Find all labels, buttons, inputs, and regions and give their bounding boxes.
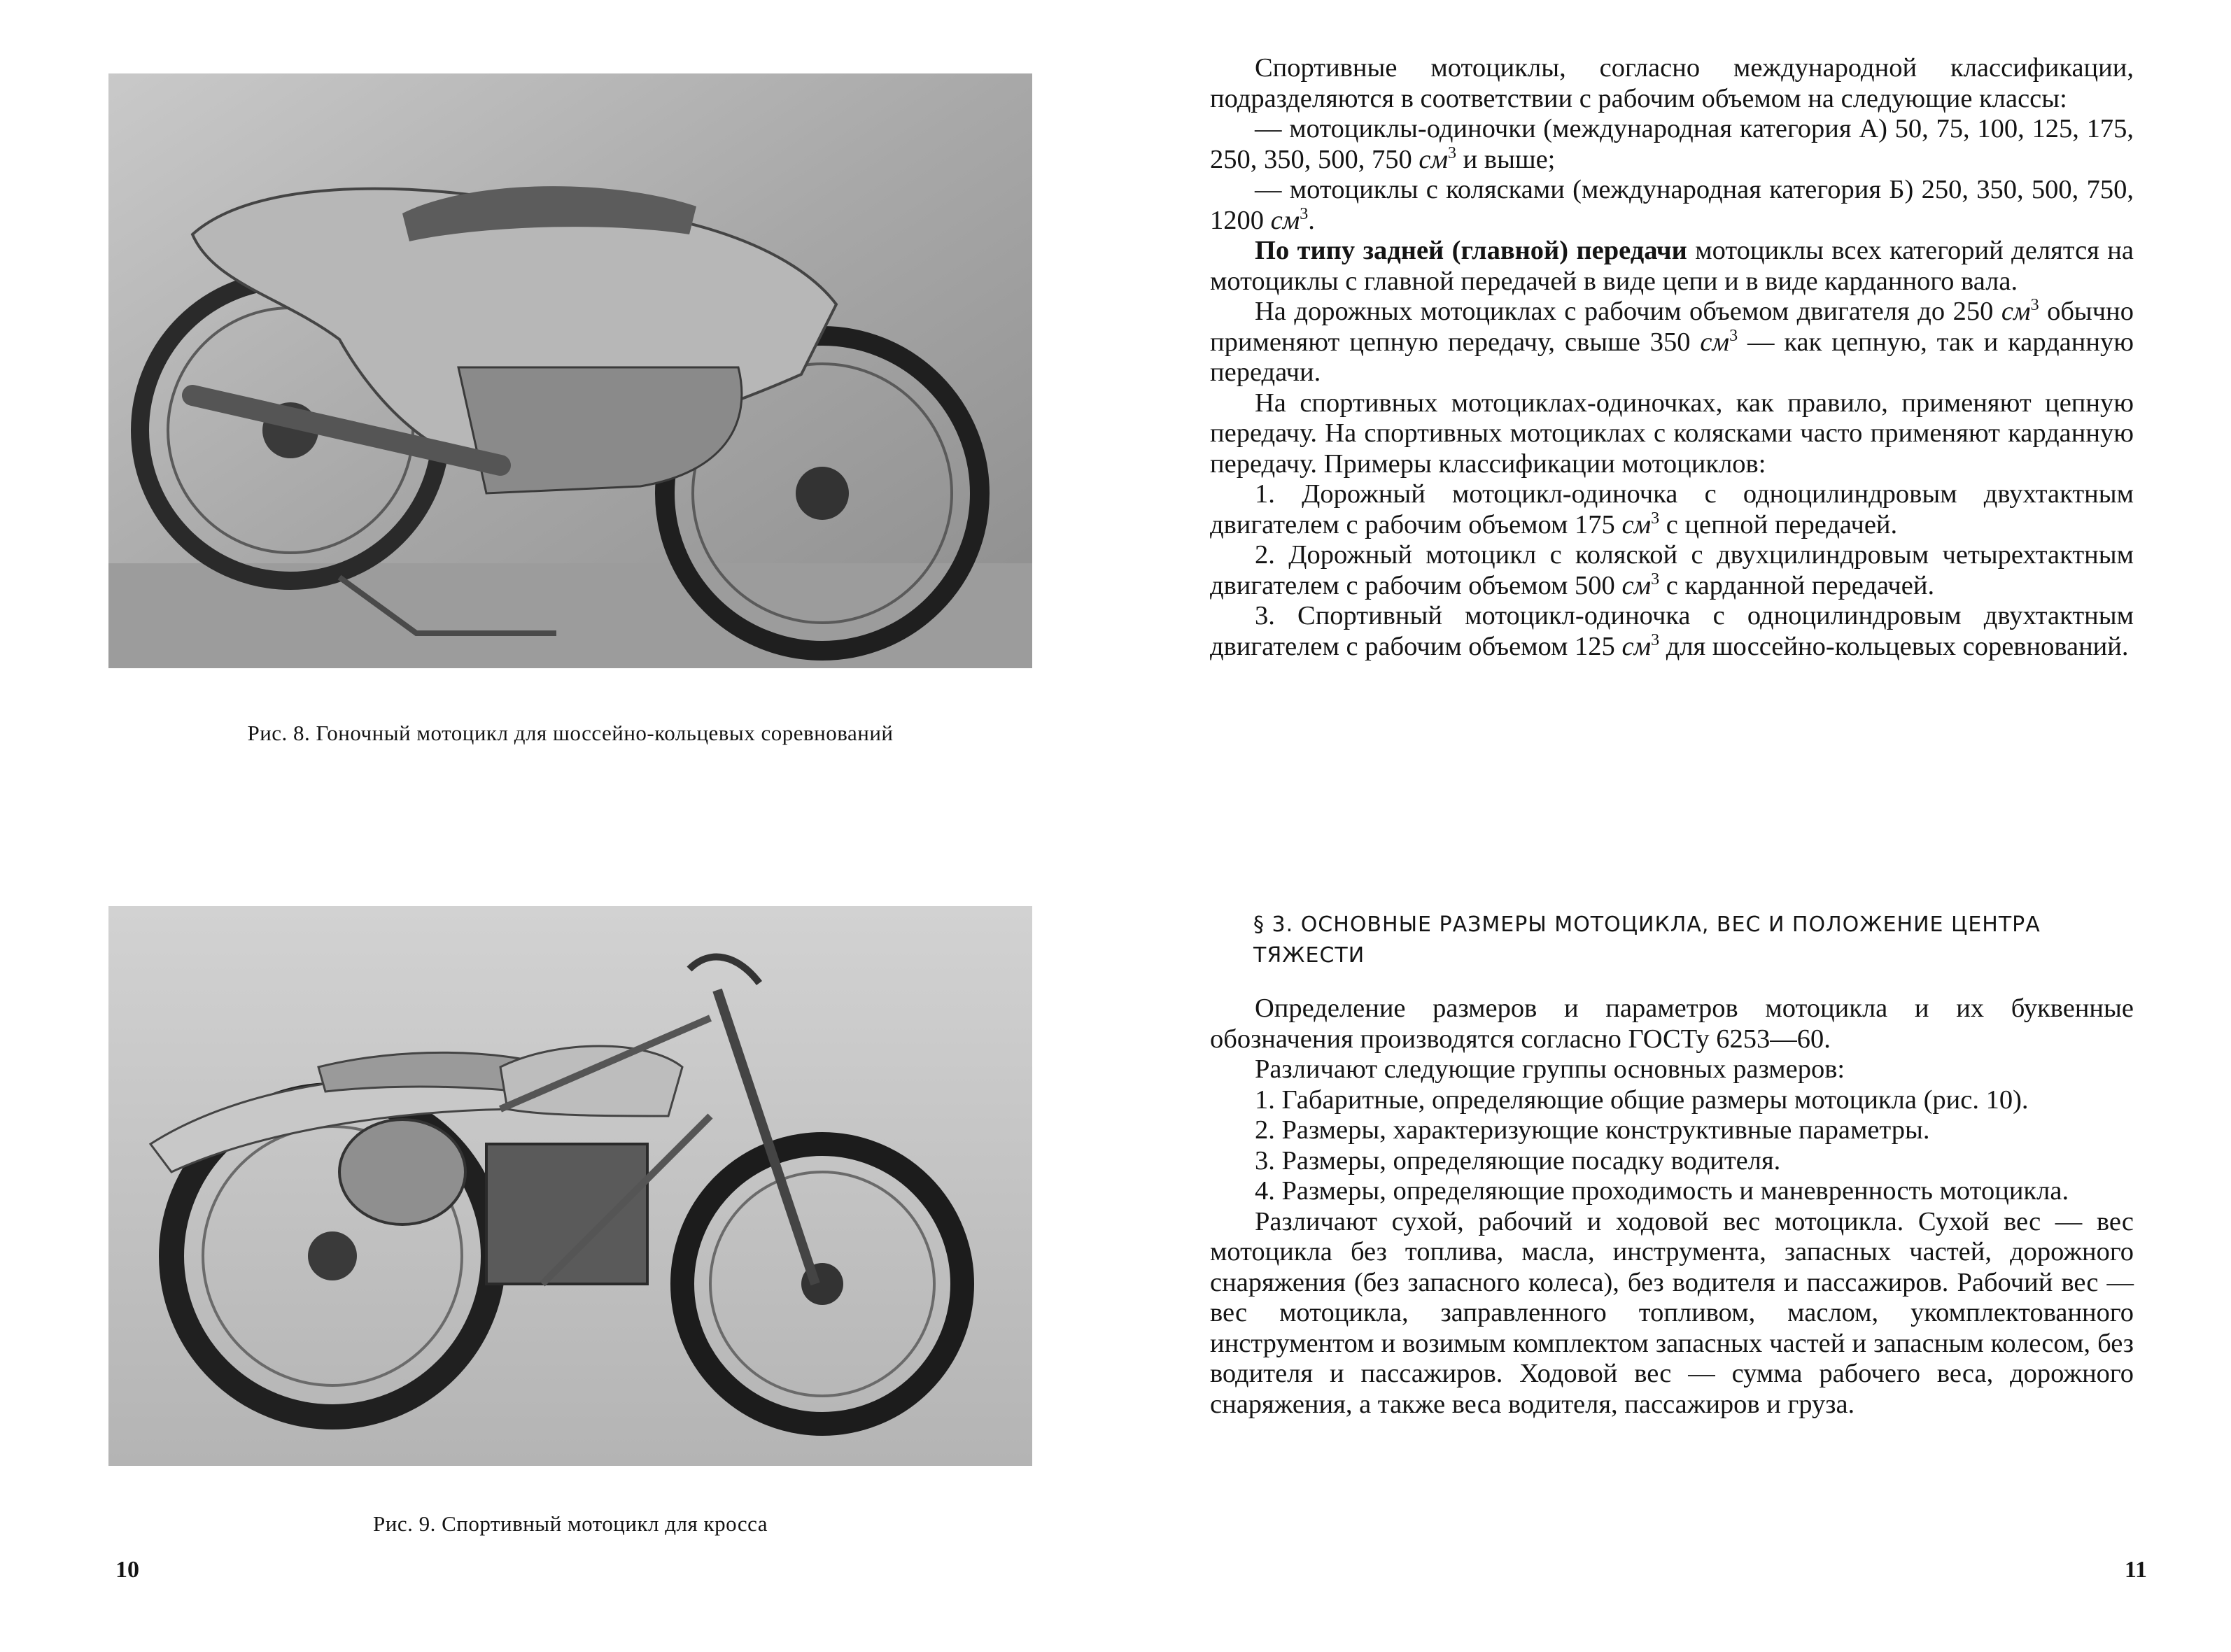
- paragraph-solo-classes: — мотоциклы-одиночки (международная категория А) 50, 75, 100, 125, 175, 250, 350, 500, 750 $см^3$ и выше;: [1210, 114, 2134, 174]
- classification-text: [1210, 53, 2134, 662]
- example-2: 2. Дорожный мотоцикл с коляской с двухцилиндровым четырехтактным двигателем с рабочим объемом 500 $см^3$ с карданной передачей.: [1210, 540, 2134, 600]
- paragraph-road-motorcycles: На дорожных мотоциклах с рабочим объемом двигателя до 250 $см^3$ обычно применяют цепную передачу, свыше 350 $см^3$ — как цепную, так и карданную передачи.: [1210, 296, 2134, 387]
- size-group-2: 2. Размеры, характеризующие конструктивные параметры.: [1255, 1115, 1930, 1145]
- paragraph-sport-motorcycles: На спортивных мотоциклах-одиночках, как правило, применяют цепную передачу. На спортивных мотоциклах с колясками часто применяют карданную передачу. Примеры классификации мотоциклов:: [1210, 388, 2134, 479]
- paragraph-weights: Различают сухой, рабочий и ходовой вес мотоцикла. Сухой вес — вес мотоцикла без топлива, масла, инструмента, запасных частей, дорожного снаряжения (без запасного колеса), без водителя и пассажиров. Рабочий вес — вес мотоцикла, заправленного топливом, маслом, укомплектованного инструментом и возимым комплектом запасных частей и запасным колесом, без водителя и пассажиров. Ходовой вес — сумма рабочего веса, дорожного снаряжения, а также веса водителя, пассажиров и груза.: [1210, 1206, 2134, 1419]
- size-group-3: 3. Размеры, определяющие посадку водителя.: [1255, 1145, 1781, 1176]
- paragraph-sidecar-classes: — мотоциклы с колясками (международная категория Б) 250, 350, 500, 750, 1200 $см^3$.: [1210, 175, 2134, 235]
- figure-8-caption: Рис. 8. Гоночный мотоцикл для шоссейно-кольцевых соревнований: [247, 721, 894, 745]
- paragraph-definitions: Определение размеров и параметров мотоцикла и их буквенные обозначения производятся согласно ГОСТу 6253—60.: [1210, 994, 2134, 1054]
- dimensions-text: [1210, 994, 2134, 1420]
- paragraph-size-groups: Различают следующие группы основных размеров:: [1255, 1054, 1845, 1084]
- example-3: 3. Спортивный мотоцикл-одиночка с одноцилиндровым двухтактным двигателем с рабочим объемом 125 $см^3$ для шоссейно-кольцевых соревнований.: [1210, 601, 2134, 661]
- size-group-4: 4. Размеры, определяющие проходимость и маневренность мотоцикла.: [1255, 1176, 2069, 1206]
- paragraph-classes-intro: Спортивные мотоциклы, согласно международной классификации, подразделяются в соответствии с рабочим объемом на следующие классы:: [1210, 53, 2134, 113]
- motocross-motorcycle-illustration: [108, 906, 1032, 1466]
- bold-lead-drive-type: По типу задней (главной) передачи: [1255, 236, 1687, 265]
- page-number-right: 11: [2124, 1557, 2147, 1583]
- road-racing-motorcycle-illustration: [108, 73, 1032, 668]
- size-group-1: 1. Габаритные, определяющие общие размеры мотоцикла (рис. 10).: [1255, 1085, 2029, 1115]
- right-page: [1116, 0, 2231, 1652]
- example-1: 1. Дорожный мотоцикл-одиночка с одноцилиндровым двухтактным двигателем с рабочим объемом 175 $см^3$ с цепной передачей.: [1210, 479, 2134, 539]
- paragraph-drive-type: По типу задней (главной) передачи мотоциклы всех категорий делятся на мотоциклы с главной передачей в виде цепи и в виде карданного вала.: [1210, 236, 2134, 296]
- figure-9-caption: Рис. 9. Спортивный мотоцикл для кросса: [372, 1511, 768, 1536]
- section-heading: § 3. ОСНОВНЫЕ РАЗМЕРЫ МОТОЦИКЛА, ВЕС И ПОЛОЖЕНИЕ ЦЕНТРА ТЯЖЕСТИ: [1253, 912, 2041, 968]
- figure-9-motocross-motorcycle-photo: [108, 906, 1032, 1466]
- figure-8-road-racing-motorcycle-photo: [108, 73, 1032, 668]
- page-number-left: 10: [115, 1557, 139, 1583]
